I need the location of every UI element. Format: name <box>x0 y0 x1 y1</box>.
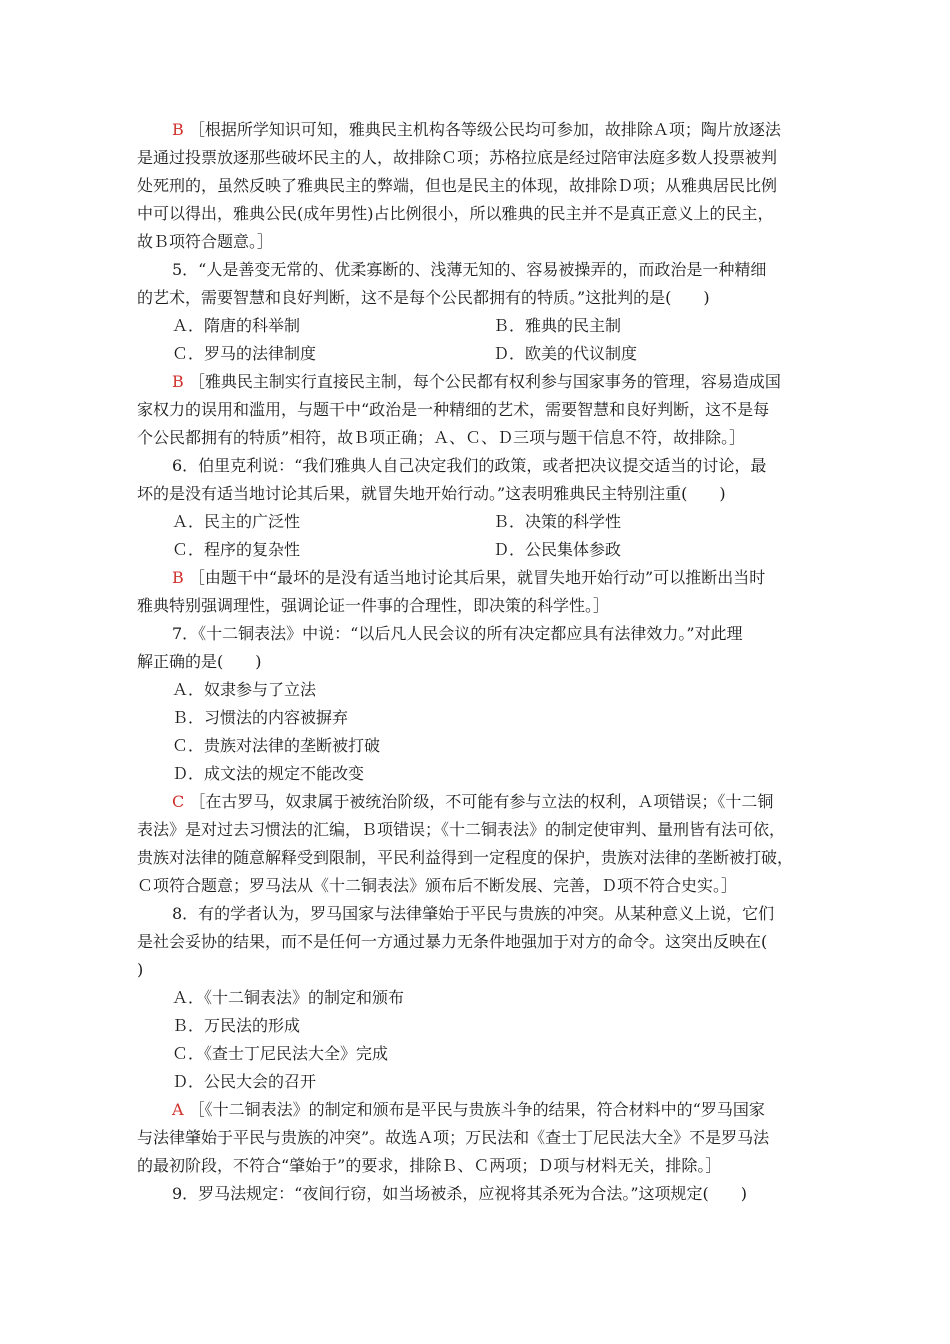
q6-question-line-1: 6．伯里克利说：“我们雅典人自己决定我们的政策，或者把决议提交适当的讨论，最 <box>172 456 767 475</box>
q5-question-line-1: 5．“人是善变无常的、优柔寡断的、浅薄无知的、容易被操弄的，而政治是一种精细 <box>172 260 767 279</box>
q7-question-line-2: 解正确的是( ) <box>137 652 262 671</box>
q5-option-c: Ｃ．罗马的法律制度 <box>172 344 317 363</box>
q9-question-line-1: 9．罗马法规定：“夜间行窃，如当场被杀，应视将其杀死为合法。”这项规定( ) <box>172 1184 748 1203</box>
explanation-text: ［在古罗马，奴隶属于被统治阶级，不可能有参与立法的权利，Ａ项错误；《十二铜 <box>189 792 774 811</box>
q6-option-d: Ｄ．公民集体参政 <box>493 540 622 559</box>
q8-question-line-1: 8．有的学者认为，罗马国家与法律肇始于平民与贵族的冲突。从某种意义上说，它们 <box>172 904 775 923</box>
q6-option-b: Ｂ．决策的科学性 <box>493 512 622 531</box>
q5-explanation-line-2: 家权力的误用和滥用，与题干中“政治是一种精细的艺术，需要智慧和良好判断，这不是每 <box>137 400 770 419</box>
q4-explanation-line-5: 故Ｂ项符合题意。］ <box>137 232 274 251</box>
q7-option-d: Ｄ．成文法的规定不能改变 <box>172 764 365 783</box>
q7-explanation-line-2: 表法》是对过去习惯法的汇编，Ｂ项错误；《十二铜表法》的制定使审判、量刑皆有法可依， <box>137 820 786 839</box>
q7-explanation-line-4: Ｃ项符合题意；罗马法从《十二铜表法》颁布后不断发展、完善，Ｄ项不符合史实。］ <box>137 876 738 895</box>
explanation-text: ［雅典民主制实行直接民主制，每个公民都有权利参与国家事务的管理，容易造成国 <box>188 372 781 391</box>
q6-explanation-line-1 <box>172 568 765 588</box>
q5-explanation-line-1 <box>172 372 781 392</box>
explanation-text: ［根据所学知识可知，雅典民主机构各等级公民均可参加，故排除Ａ项；陶片放逐法 <box>188 120 781 139</box>
q4-explanation-line-2: 是通过投票放逐那些破坏民主的人，故排除Ｃ项；苏格拉底是经过陪审法庭多数人投票被判 <box>137 148 778 167</box>
answer-letter: C <box>172 792 185 811</box>
q6-option-a: Ａ．民主的广泛性 <box>172 512 301 531</box>
q8-explanation-line-3: 的最初阶段，不符合“肇始于”的要求，排除Ｂ、Ｃ两项；Ｄ项与材料无关，排除。］ <box>137 1156 722 1175</box>
q4-explanation-line-1 <box>172 120 781 140</box>
q5-option-b: Ｂ．雅典的民主制 <box>493 316 622 335</box>
q6-option-c: Ｃ．程序的复杂性 <box>172 540 301 559</box>
q8-option-c: Ｃ．《查士丁尼民法大全》完成 <box>172 1044 389 1063</box>
answer-letter: B <box>172 372 184 391</box>
q7-explanation-line-3: 贵族对法律的随意解释受到限制，平民利益得到一定程度的保护，贵族对法律的垄断被打破， <box>137 848 794 867</box>
q4-explanation-line-4: 中可以得出，雅典公民(成年男性)占比例很小，所以雅典的民主并不是真正意义上的民主， <box>137 204 774 223</box>
explanation-text: ［《十二铜表法》的制定和颁布是平民与贵族斗争的结果，符合材料中的“罗马国家 <box>188 1100 765 1119</box>
q8-explanation-line-1 <box>172 1100 765 1120</box>
q7-option-b: Ｂ．习惯法的内容被摒弃 <box>172 708 349 727</box>
q8-option-d: Ｄ．公民大会的召开 <box>172 1072 317 1091</box>
answer-letter: A <box>172 1100 184 1119</box>
q7-explanation-line-1 <box>172 792 773 812</box>
q7-option-c: Ｃ．贵族对法律的垄断被打破 <box>172 736 381 755</box>
explanation-text: ［由题干中“最坏的是没有适当地讨论其后果，就冒失地开始行动”可以推断出当时 <box>188 568 766 587</box>
q8-option-a: Ａ．《十二铜表法》的制定和颁布 <box>172 988 405 1007</box>
q8-question-line-2: 是社会妥协的结果，而不是任何一方通过暴力无条件地强加于对方的命令。这突出反映在( <box>137 932 768 951</box>
q7-option-a: Ａ．奴隶参与了立法 <box>172 680 317 699</box>
q8-question-line-3: ) <box>137 960 144 979</box>
q6-question-line-2: 坏的是没有适当地讨论其后果，就冒失地开始行动。”这表明雅典民主特别注重( ) <box>137 484 726 503</box>
q7-question-line-1: 7．《十二铜表法》中说：“以后凡人民会议的所有决定都应具有法律效力。”对此理 <box>172 624 743 643</box>
answer-letter: B <box>172 568 184 587</box>
q5-option-d: Ｄ．欧美的代议制度 <box>493 344 638 363</box>
q8-option-b: Ｂ．万民法的形成 <box>172 1016 301 1035</box>
q5-option-a: Ａ．隋唐的科举制 <box>172 316 301 335</box>
q5-question-line-2: 的艺术，需要智慧和良好判断，这不是每个公民都拥有的特质。”这批判的是( ) <box>137 288 710 307</box>
q5-explanation-line-3: 个公民都拥有的特质”相符，故Ｂ项正确；Ａ、Ｃ、Ｄ三项与题干信息不符，故排除。］ <box>137 428 746 447</box>
answer-letter: B <box>172 120 184 139</box>
q6-explanation-line-2: 雅典特别强调理性，强调论证一件事的合理性，即决策的科学性。］ <box>137 596 610 615</box>
q8-explanation-line-2: 与法律肇始于平民与贵族的冲突”。故选Ａ项；万民法和《查士丁尼民法大全》不是罗马法 <box>137 1128 770 1147</box>
q4-explanation-line-3: 处死刑的，虽然反映了雅典民主的弊端，但也是民主的体现，故排除Ｄ项；从雅典居民比例 <box>137 176 778 195</box>
